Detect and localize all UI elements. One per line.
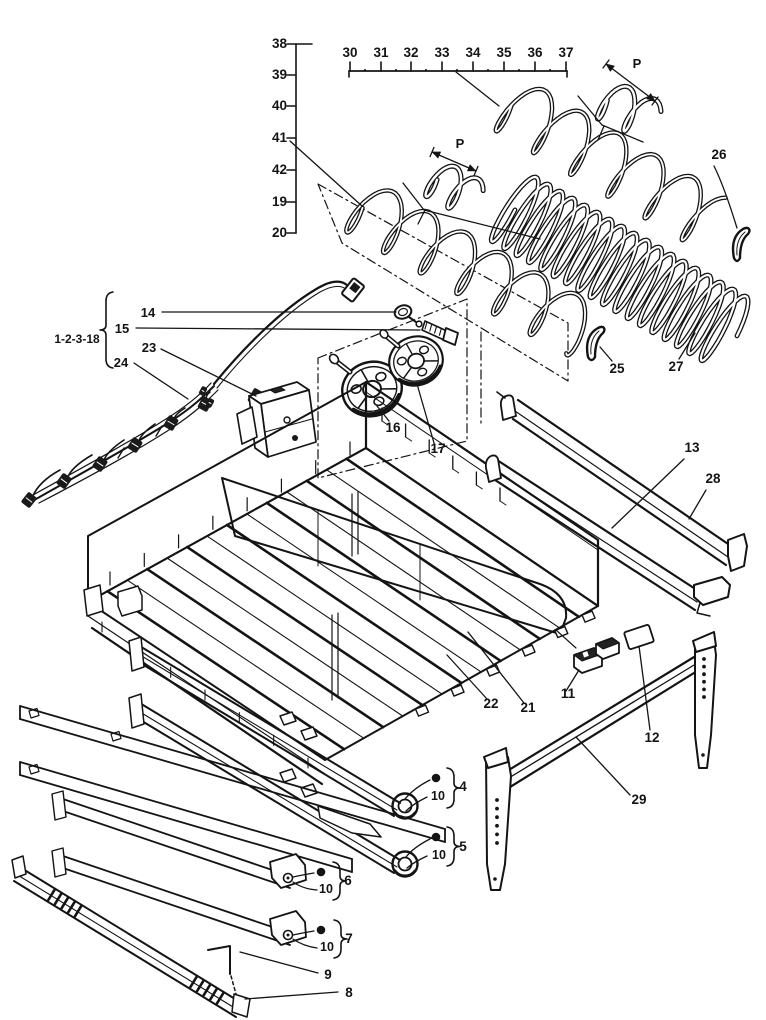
- bar-28-top: [518, 400, 731, 546]
- callout-16: 16: [385, 420, 401, 435]
- screw-head: [443, 328, 458, 345]
- callout-17: 17: [430, 441, 446, 456]
- callout-10-b: 10: [432, 848, 446, 862]
- tray-foot: [118, 586, 142, 616]
- leader-24: [134, 363, 188, 399]
- leader-9: [240, 952, 318, 973]
- callout-33: 33: [434, 45, 450, 60]
- rail-clip: [280, 769, 296, 782]
- callout-12: 12: [644, 730, 660, 745]
- left-callout-scale: [287, 44, 312, 233]
- callout-20: 20: [271, 225, 287, 240]
- callout-34: 34: [465, 45, 481, 60]
- screw-bullet: [432, 833, 441, 842]
- tray-slat: [347, 459, 579, 617]
- leader-29: [576, 737, 630, 795]
- leader-ruler-33: [456, 72, 499, 106]
- arm-6: [60, 798, 290, 876]
- callout-30: 30: [342, 45, 358, 60]
- callout-22: 22: [483, 696, 499, 711]
- rail-8-cap-right: [232, 994, 250, 1017]
- leader-8: [245, 992, 338, 999]
- rail-clip: [301, 727, 317, 740]
- callout-15: 15: [114, 321, 130, 336]
- callout-27: 27: [668, 359, 684, 374]
- stand-left-leg: [486, 757, 511, 890]
- clip-26: [733, 228, 749, 261]
- tray-slat: [267, 503, 501, 661]
- callout-25: 25: [609, 361, 625, 376]
- callout-26: 26: [711, 147, 727, 162]
- bar-13-left-cap: [486, 455, 501, 482]
- callout-38: 38: [271, 36, 287, 51]
- top-callout-ruler: [349, 62, 567, 77]
- screw-bullet: [317, 868, 326, 877]
- support-stand: [484, 632, 716, 890]
- tray-slat: [327, 470, 560, 628]
- callout-39: 39: [271, 67, 287, 82]
- arm-7: [60, 855, 290, 933]
- callout-37: 37: [558, 45, 574, 60]
- leader-15: [136, 328, 420, 330]
- leader-17: [417, 384, 434, 443]
- spring-pitch-detail-mid-highlight: [426, 166, 484, 208]
- tray-slat: [287, 492, 520, 650]
- rail-clip: [280, 712, 296, 725]
- callout-11: 11: [560, 686, 576, 701]
- callout-13: 13: [684, 440, 700, 455]
- sensor-cable-inner: [217, 286, 347, 388]
- pin-9: [208, 946, 230, 974]
- flat-bar-2: [20, 762, 352, 859]
- callout-19: 19: [271, 194, 287, 209]
- callout-24: 24: [113, 355, 129, 370]
- leader-21: [468, 632, 524, 703]
- leader-12: [639, 646, 650, 730]
- callout-p-mid: P: [455, 136, 465, 151]
- tray-slat: [147, 569, 383, 727]
- bottom-rail-8: [18, 866, 240, 1002]
- callout-10-c: 10: [319, 882, 333, 896]
- screw-bullet: [432, 774, 441, 783]
- tray-assembly: [84, 382, 598, 784]
- bar-28-left-cap: [501, 395, 516, 420]
- callout-36: 36: [527, 45, 543, 60]
- callout-8: 8: [345, 985, 353, 1000]
- callout-28: 28: [705, 471, 721, 486]
- tray-slat: [187, 547, 422, 705]
- group-brace: [447, 768, 460, 808]
- callout-10-a: 10: [431, 789, 445, 803]
- slide-rail-b: [138, 702, 400, 860]
- callout-7: 7: [345, 931, 353, 946]
- callout-29: 29: [631, 792, 647, 807]
- bar-28-right-cap: [728, 534, 747, 571]
- callout-14: 14: [140, 305, 156, 320]
- callout-42: 42: [271, 162, 287, 177]
- callout-41: 41: [271, 130, 287, 145]
- leader-25: [600, 347, 612, 361]
- pitch-dim-top: [606, 64, 655, 101]
- callout-10-d: 10: [320, 940, 334, 954]
- callout-32: 32: [403, 45, 419, 60]
- clip-25: [587, 327, 604, 360]
- callout-p-top: P: [632, 56, 642, 71]
- tray-slat: [247, 514, 481, 672]
- callout-31: 31: [373, 45, 389, 60]
- callout-6: 6: [344, 873, 352, 888]
- tray-slat: [227, 525, 462, 683]
- callout-23: 23: [141, 340, 157, 355]
- leader-41: [290, 141, 362, 206]
- brace-1-2-3-18: [100, 292, 113, 368]
- screw-bullet: [317, 926, 326, 935]
- callout-35: 35: [496, 45, 512, 60]
- cable-plug: [341, 278, 364, 302]
- leader-23: [161, 349, 256, 396]
- slide-rail-a: [138, 645, 400, 803]
- side-bars: [486, 392, 747, 616]
- tray-corner-bracket: [84, 585, 103, 616]
- tray-slat: [107, 591, 344, 749]
- callout-21: 21: [520, 700, 536, 715]
- callout-4: 4: [459, 779, 467, 794]
- slide-rails-and-arms: [12, 637, 445, 1017]
- tray-slat: [207, 536, 442, 694]
- callout-40: 40: [271, 98, 287, 113]
- callout-5: 5: [459, 839, 467, 854]
- rail-8-cap-left: [12, 856, 26, 878]
- leader-28: [689, 490, 706, 519]
- group-brace: [447, 827, 460, 866]
- callout-1-2-3-18: 1-2-3-18: [54, 332, 100, 346]
- stand-crossbar: [499, 654, 699, 776]
- bar-13-foot: [694, 577, 730, 605]
- callout-9: 9: [324, 967, 332, 982]
